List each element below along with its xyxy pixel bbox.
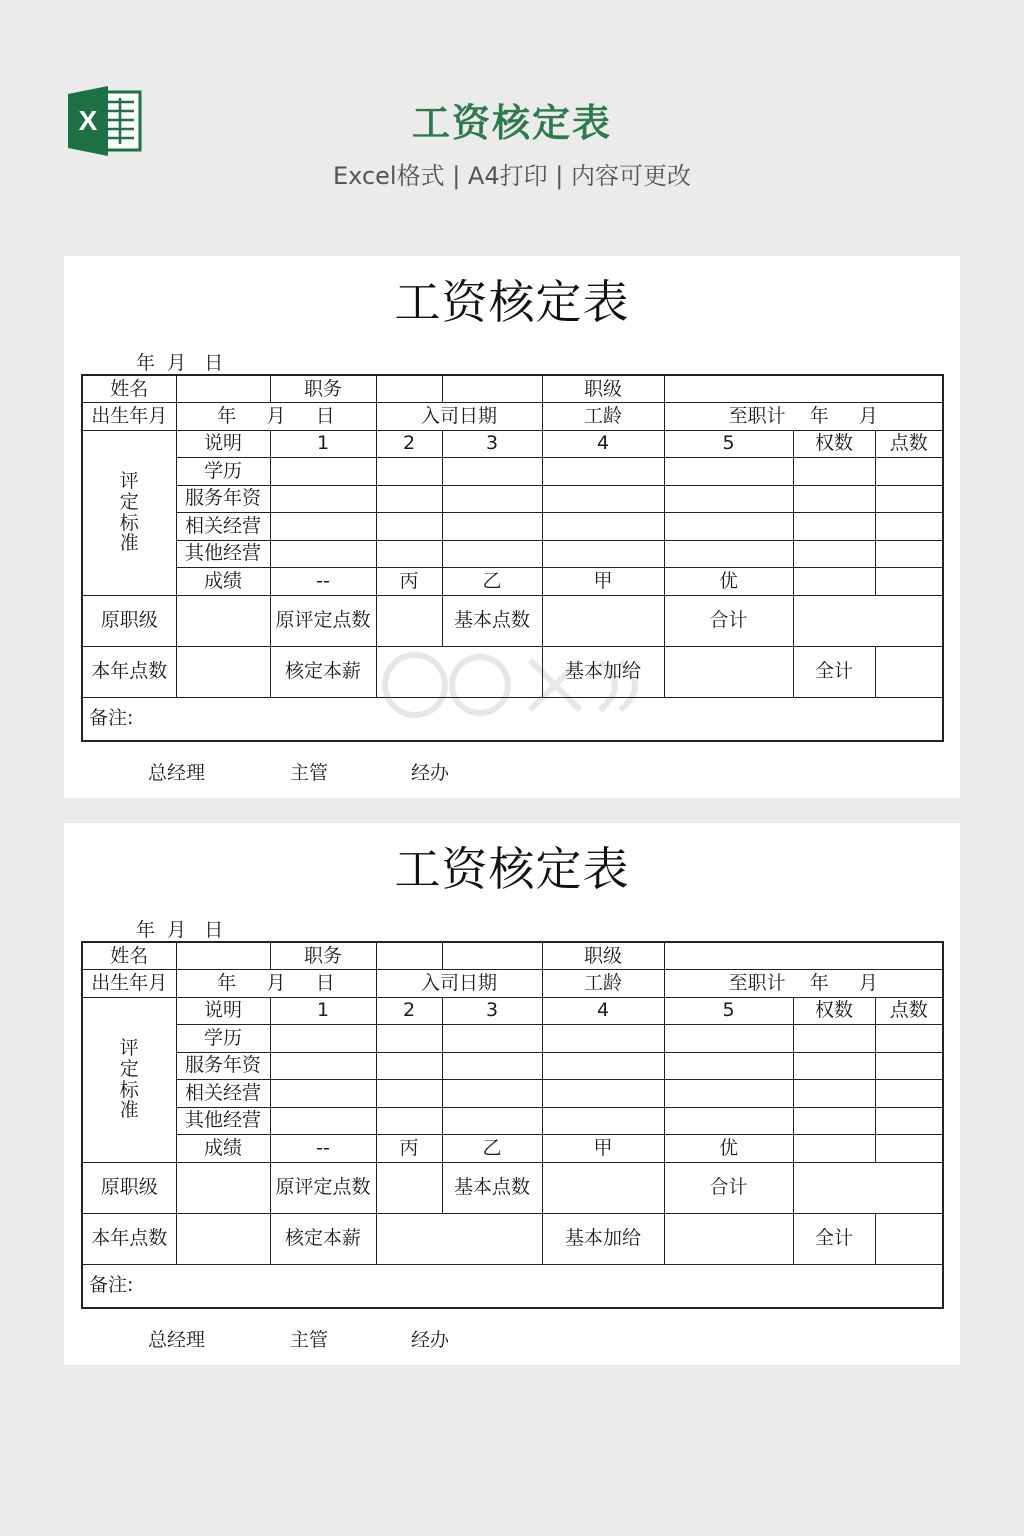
base-bonus-field[interactable] (664, 1213, 793, 1264)
table-row (82, 997, 943, 1025)
grade-4: 甲 (542, 568, 664, 596)
post-label: 职务 (270, 942, 376, 970)
orig-level-label: 原职级 (82, 595, 176, 646)
name-label: 姓名 (82, 375, 176, 403)
subtotal-label: 合计 (664, 1162, 793, 1213)
date-line: 年 月 日 (136, 352, 224, 374)
col-header-1: 1 (270, 430, 376, 458)
criteria-item: 其他经营 (176, 1107, 270, 1135)
header-title: 工资核定表 (411, 101, 612, 145)
col-header-4: 4 (542, 997, 664, 1025)
total-field[interactable] (875, 1213, 943, 1264)
note-field[interactable]: 备注: (82, 1264, 943, 1308)
name-field[interactable] (176, 375, 270, 403)
post-label: 职务 (270, 375, 376, 403)
col-header-2: 2 (376, 430, 442, 458)
base-bonus-label: 基本加给 (542, 646, 664, 697)
orig-points-label: 原评定点数 (270, 1162, 376, 1213)
grade-3: 乙 (442, 568, 542, 596)
criteria-label: 评 定 标 准 (82, 997, 176, 1162)
table-row (82, 568, 943, 596)
table-row (82, 646, 943, 697)
level-label: 职级 (542, 942, 664, 970)
table-row (82, 1080, 943, 1108)
gm-signature-label: 总经理 (148, 1329, 206, 1351)
orig-level-field[interactable] (176, 1162, 270, 1213)
page-header (0, 0, 1024, 230)
table-row (82, 540, 943, 568)
header-subtitle: Excel格式 | A4打印 | 内容可更改 (333, 162, 691, 190)
criteria-item: 相关经营 (176, 1080, 270, 1108)
desc-header: 说明 (176, 430, 270, 458)
until-field[interactable]: 至职计 年 月 (664, 970, 943, 998)
weight-header: 权数 (793, 430, 875, 458)
post-field[interactable] (376, 942, 442, 970)
salary-form-table (81, 374, 944, 742)
orig-points-field[interactable] (376, 595, 442, 646)
table-row (82, 430, 943, 458)
grade-3: 乙 (442, 1135, 542, 1163)
post-field[interactable] (376, 375, 442, 403)
table-row (82, 375, 943, 403)
desc-header: 说明 (176, 997, 270, 1025)
table-row (82, 1213, 943, 1264)
table-row (82, 697, 943, 741)
approved-salary-label: 核定本薪 (270, 1213, 376, 1264)
grade-1: -- (270, 568, 376, 596)
criteria-label: 评 定 标 准 (82, 430, 176, 595)
base-points-field[interactable] (542, 595, 664, 646)
orig-level-field[interactable] (176, 595, 270, 646)
table-row (82, 1107, 943, 1135)
criteria-item: 服务年资 (176, 485, 270, 513)
tenure-label: 工龄 (542, 970, 664, 998)
base-bonus-field[interactable] (664, 646, 793, 697)
grade-4: 甲 (542, 1135, 664, 1163)
subtotal-field[interactable] (793, 595, 943, 646)
join-date-label: 入司日期 (376, 970, 542, 998)
table-row (82, 1052, 943, 1080)
subtotal-field[interactable] (793, 1162, 943, 1213)
until-field[interactable]: 至职计 年 月 (664, 403, 943, 431)
total-label: 全计 (793, 1213, 875, 1264)
table-row (82, 403, 943, 431)
name-label: 姓名 (82, 942, 176, 970)
table-row (82, 595, 943, 646)
base-bonus-label: 基本加给 (542, 1213, 664, 1264)
sheet-title: 工资核定表 (394, 275, 630, 329)
approved-salary-field[interactable] (376, 1213, 542, 1264)
form-sheet-2 (64, 823, 960, 1365)
birth-label: 出生年月 (82, 403, 176, 431)
signature-line (64, 758, 960, 784)
level-label: 职级 (542, 375, 664, 403)
handler-signature-label: 经办 (411, 1329, 450, 1351)
approved-salary-label: 核定本薪 (270, 646, 376, 697)
orig-points-label: 原评定点数 (270, 595, 376, 646)
tenure-label: 工龄 (542, 403, 664, 431)
sheet-title: 工资核定表 (394, 842, 630, 896)
criteria-item: 相关经营 (176, 513, 270, 541)
table-row (82, 970, 943, 998)
col-header-5: 5 (664, 430, 793, 458)
grade-2: 丙 (376, 568, 442, 596)
level-field[interactable] (664, 942, 943, 970)
points-header: 点数 (875, 997, 943, 1025)
form-sheet-1 (64, 256, 960, 798)
col-header-5: 5 (664, 997, 793, 1025)
birth-field[interactable]: 年 月 日 (176, 403, 376, 431)
weight-header: 权数 (793, 997, 875, 1025)
criteria-item: 学历 (176, 458, 270, 486)
table-row (82, 942, 943, 970)
base-points-label: 基本点数 (442, 1162, 542, 1213)
note-field[interactable]: 备注: (82, 697, 943, 741)
col-header-3: 3 (442, 430, 542, 458)
table-row (82, 458, 943, 486)
total-label: 全计 (793, 646, 875, 697)
col-header-1: 1 (270, 997, 376, 1025)
post-field-2[interactable] (442, 375, 542, 403)
year-points-label: 本年点数 (82, 646, 176, 697)
col-header-3: 3 (442, 997, 542, 1025)
col-header-4: 4 (542, 430, 664, 458)
birth-label: 出生年月 (82, 970, 176, 998)
approved-salary-field[interactable] (376, 646, 542, 697)
base-points-label: 基本点数 (442, 595, 542, 646)
grade-2: 丙 (376, 1135, 442, 1163)
base-points-field[interactable] (542, 1162, 664, 1213)
table-row (82, 1264, 943, 1308)
supervisor-signature-label: 主管 (290, 1329, 329, 1351)
gm-signature-label: 总经理 (148, 762, 206, 784)
level-field[interactable] (664, 375, 943, 403)
grade-5: 优 (664, 1135, 793, 1163)
salary-form-table (81, 941, 944, 1309)
grade-1: -- (270, 1135, 376, 1163)
handler-signature-label: 经办 (411, 762, 450, 784)
signature-line (64, 1325, 960, 1351)
criteria-item: 其他经营 (176, 540, 270, 568)
table-row (82, 513, 943, 541)
subtotal-label: 合计 (664, 595, 793, 646)
criteria-item: 学历 (176, 1025, 270, 1053)
supervisor-signature-label: 主管 (290, 762, 329, 784)
table-row (82, 485, 943, 513)
grade-label: 成绩 (176, 1135, 270, 1163)
orig-points-field[interactable] (376, 1162, 442, 1213)
year-points-field[interactable] (176, 646, 270, 697)
table-row (82, 1135, 943, 1163)
date-line: 年 月 日 (136, 919, 224, 941)
orig-level-label: 原职级 (82, 1162, 176, 1213)
year-points-field[interactable] (176, 1213, 270, 1264)
join-date-label: 入司日期 (376, 403, 542, 431)
points-header: 点数 (875, 430, 943, 458)
col-header-2: 2 (376, 997, 442, 1025)
total-field[interactable] (875, 646, 943, 697)
grade-5: 优 (664, 568, 793, 596)
svg-text:X: X (78, 105, 98, 136)
table-row (82, 1162, 943, 1213)
grade-label: 成绩 (176, 568, 270, 596)
year-points-label: 本年点数 (82, 1213, 176, 1264)
post-field-2[interactable] (442, 942, 542, 970)
criteria-item: 服务年资 (176, 1052, 270, 1080)
birth-field[interactable]: 年 月 日 (176, 970, 376, 998)
table-row (82, 1025, 943, 1053)
name-field[interactable] (176, 942, 270, 970)
